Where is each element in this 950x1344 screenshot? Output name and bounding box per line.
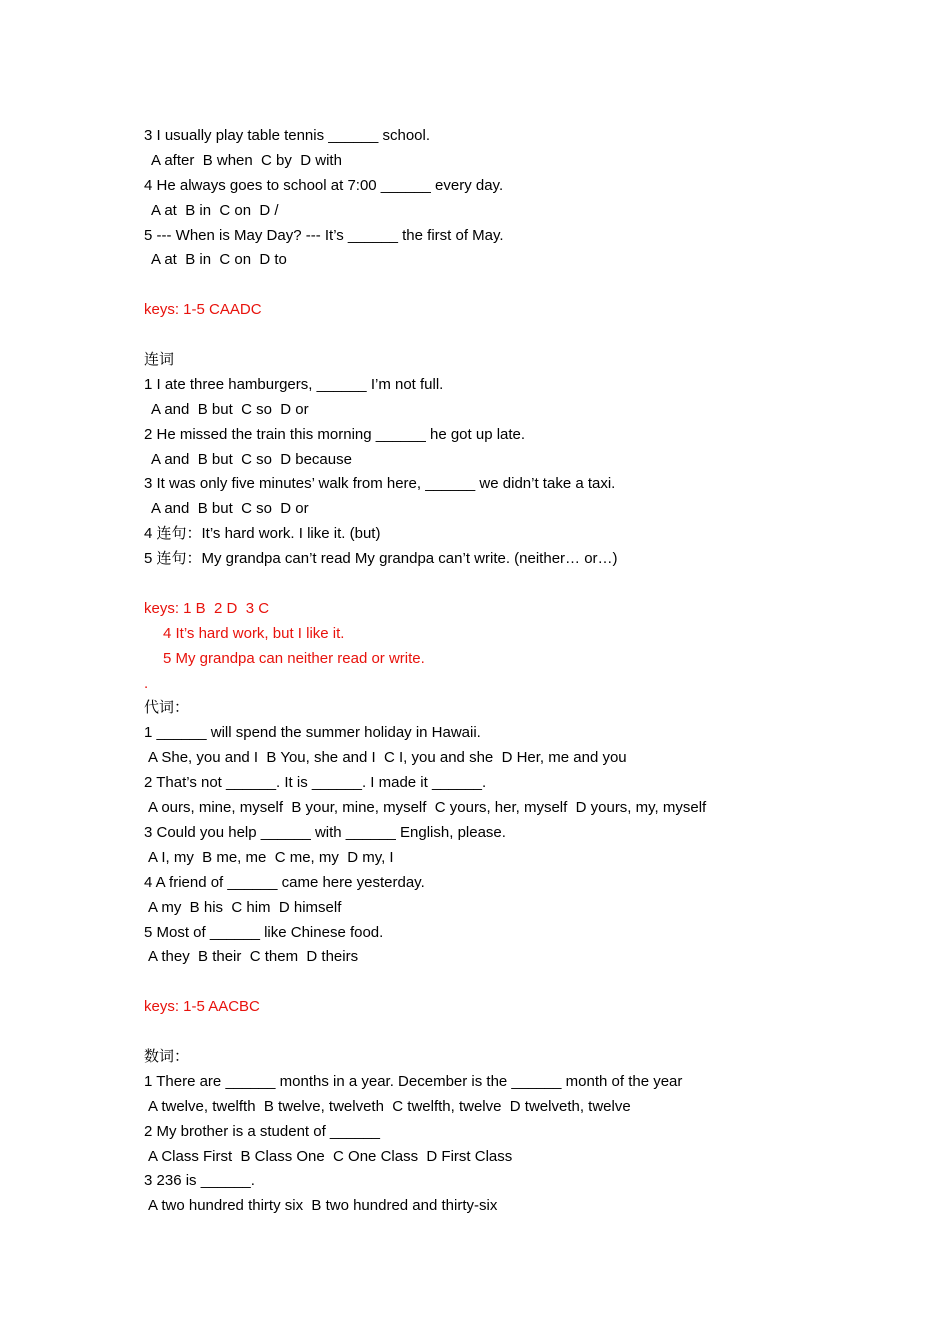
blank-line xyxy=(144,273,864,298)
question-pron-1: 1 ______ will spend the summer holiday in Hawaii. xyxy=(144,724,481,742)
options-prep-3: A after B when C by D with xyxy=(151,151,342,169)
blank-line xyxy=(144,323,864,348)
question-prep-3: 3 I usually play table tennis ______ school. xyxy=(144,127,431,144)
question-num-1: 1 There are ______ months in a year. December is the ______ month of the year xyxy=(144,1072,683,1090)
question-num-3: 3 236 is ______. xyxy=(144,1172,255,1190)
question-conj-3: 3 It was only five minutes’ walk from here, ______ we didn’t take a taxi. xyxy=(144,475,616,493)
options-pron-1: A She, you and I B You, she and I C I, you and she D Her, me and you xyxy=(148,749,627,767)
question-prep-5: 5 --- When is May Day? --- It’s ______ the first of May. xyxy=(144,226,504,244)
options-pron-4: A my B his C him D himself xyxy=(148,898,342,916)
options-pron-5: A they B their C them D theirs xyxy=(148,948,359,966)
question-pron-4: 4 A friend of ______ came here yesterday. xyxy=(144,873,425,891)
options-conj-1: A and B but C so D or xyxy=(151,400,309,418)
stray-period: . xyxy=(144,674,149,692)
question-conj-5: 5 连句：My grandpa can’t read My grandpa can’t write. (neither… or…) xyxy=(144,550,618,568)
options-num-2: A Class First B Class One C One Class D First Class xyxy=(148,1147,513,1165)
options-pron-2: A ours, mine, myself B your, mine, myself C yours, her, myself D yours, my, myself xyxy=(148,799,707,817)
options-conj-2: A and B but C so D because xyxy=(151,450,352,468)
document-page xyxy=(144,124,864,1219)
blank-line xyxy=(144,572,864,597)
answer-key-prepositions: keys: 1-5 CAADC xyxy=(144,301,262,319)
section-heading-pronouns: 代词： xyxy=(144,699,190,717)
section-heading-numerals: 数词： xyxy=(144,1047,190,1065)
answer-key-pronouns: keys: 1-5 AACBC xyxy=(144,998,260,1016)
answer-key-conj-5: 5 My grandpa can neither read or write. xyxy=(163,649,425,667)
question-prep-4: 4 He always goes to school at 7:00 ______ every day. xyxy=(144,176,504,194)
options-num-3: A two hundred thirty six B two hundred and thirty-six xyxy=(148,1197,498,1215)
blank-line xyxy=(144,970,864,995)
question-conj-2: 2 He missed the train this morning ______ he got up late. xyxy=(144,425,526,443)
options-prep-5: A at B in C on D to xyxy=(151,251,287,269)
question-pron-2: 2 That’s not ______. It is ______. I made it ______. xyxy=(144,774,487,792)
answer-key-conjunctions: keys: 1 B 2 D 3 C xyxy=(144,599,270,617)
question-conj-1: 1 I ate three hamburgers, ______ I’m not full. xyxy=(144,375,444,393)
answer-key-conj-4: 4 It’s hard work, but I like it. xyxy=(163,624,345,642)
section-heading-conjunctions: 连词 xyxy=(144,351,175,369)
question-conj-4: 4 连句：It’s hard work. I like it. (but) xyxy=(144,525,381,543)
question-num-2: 2 My brother is a student of ______ xyxy=(144,1122,380,1140)
options-prep-4: A at B in C on D / xyxy=(151,201,279,219)
options-conj-3: A and B but C so D or xyxy=(151,500,309,518)
question-pron-5: 5 Most of ______ like Chinese food. xyxy=(144,923,384,941)
options-num-1: A twelve, twelfth B twelve, twelveth C twelfth, twelve D twelveth, twelve xyxy=(148,1097,631,1115)
question-pron-3: 3 Could you help ______ with ______ English, please. xyxy=(144,823,506,841)
options-pron-3: A I, my B me, me C me, my D my, I xyxy=(148,848,394,866)
blank-line xyxy=(144,1020,864,1045)
